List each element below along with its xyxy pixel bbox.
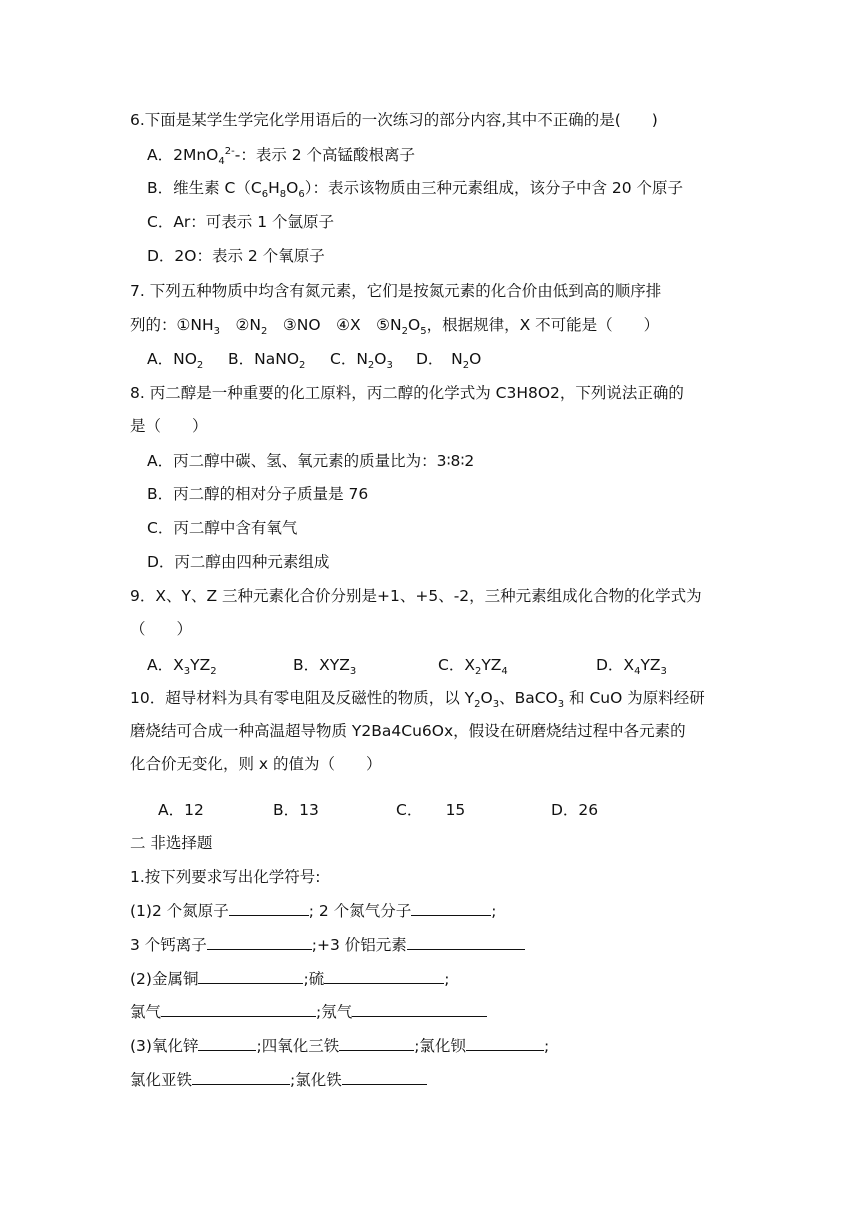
blank[interactable] [352,1001,487,1017]
answer-row-4: 氯气 ;氖气 [130,1001,487,1023]
q9-stem-line2: （ ） [130,620,193,638]
q9-stem-line1: 9．X、Y、Z 三种元素化合价分别是+1、+5、-2，三种元素组成化合物的化学式为 [130,587,702,605]
q10-stem-line3: 化合价无变化，则 x 的值为（ ） [130,755,382,773]
q10-option-b: B．13 [273,801,319,819]
blank[interactable] [229,900,309,916]
blank[interactable] [466,1035,544,1051]
blank[interactable] [342,1069,427,1085]
q6-option-a: A．2MnO$_4^{2-}$-：表示 2 个高锰酸根离子 [147,145,416,168]
q9-option-c: C．$X_2YZ_4$ [438,656,508,678]
answer-row-3: (2)金属铜 ;硫 ; [130,970,450,988]
q7-option-b: B．NaNO$_2$ [228,350,306,372]
blank[interactable] [324,968,444,984]
answer-row-6: 氯化亚铁 ;氯化铁 [130,1069,427,1091]
q8-option-b: B．丙二醇的相对分子质量是 76 [147,485,369,503]
blank[interactable] [161,1001,316,1017]
q8-stem-line1: 8. 丙二醇是一种重要的化工原料，丙二醇的化学式为 C3H8O2，下列说法正确的 [130,384,684,402]
q6-option-b: B．维生素 $C(C_6H_8O_6)$：表示该物质由三种元素组成，该分子中含 20 个原子 [147,179,684,201]
q10-stem-line1: 10．超导材料为具有零电阻及反磁性的物质，以 $Y_2O_3$、BaCO$_3$ 和 CuO 为原料经研 [130,689,705,711]
section2-q1: 1.按下列要求写出化学符号: [130,868,321,886]
blank[interactable] [411,900,491,916]
q9-option-d: D．$X_4YZ_3$ [596,656,667,678]
blank[interactable] [207,934,312,950]
q7-option-a: A．$NO_2$ [147,350,204,372]
blank[interactable] [198,1035,256,1051]
q6-option-c: C．Ar：可表示 1 个氩原子 [147,213,335,231]
q10-option-c: C． 15 [396,801,466,819]
q10-option-a: A．12 [158,801,204,819]
blank[interactable] [339,1035,414,1051]
section2-title: 二 非选择题 [130,834,213,852]
blank[interactable] [192,1069,290,1085]
q8-option-a: A．丙二醇中碳、氢、氧元素的质量比为：3∶8∶2 [147,452,475,470]
q6-stem: 6.下面是某学生学完化学用语后的一次练习的部分内容,其中不正确的是( ) [130,111,658,129]
q9-option-a: A．$X_3YZ_2$ [147,656,217,678]
q6-option-d: D．2O：表示 2 个氧原子 [147,247,325,265]
blank[interactable] [198,968,303,984]
q8-option-c: C．丙二醇中含有氧气 [147,519,298,537]
q8-stem-line2: 是（ ） [130,417,208,435]
answer-row-5: (3)氧化锌 ;四氧化三铁 ;氯化钡 ; [130,1037,550,1055]
q9-option-b: B．$XYZ_3$ [293,656,357,678]
q10-stem-line2: 磨烧结可合成一种高温超导物质 Y2Ba4Cu6Ox，假设在研磨烧结过程中各元素的 [130,722,686,740]
q7-stem-line2: 列的：$①NH_3$ $②N_2$ ③NO ④X $⑤N_2O_5$，根据规律，X 不可能是（ ） [130,316,660,338]
q7-option-d: D． $N_2O$ [416,350,482,372]
q8-option-d: D．丙二醇由四种元素组成 [147,553,330,571]
answer-row-2: 3 个钙离子 ;+3 价铝元素 [130,934,525,956]
q7-option-c: C．$N_2O_3$ [330,350,393,372]
q7-stem-line1: 7. 下列五种物质中均含有氮元素，它们是按氮元素的化合价由低到高的顺序排 [130,282,662,300]
answer-row-1: (1)2 个氮原子 ; 2 个氮气分子 ; [130,902,497,920]
q10-option-d: D．26 [551,801,599,819]
blank[interactable] [407,934,525,950]
